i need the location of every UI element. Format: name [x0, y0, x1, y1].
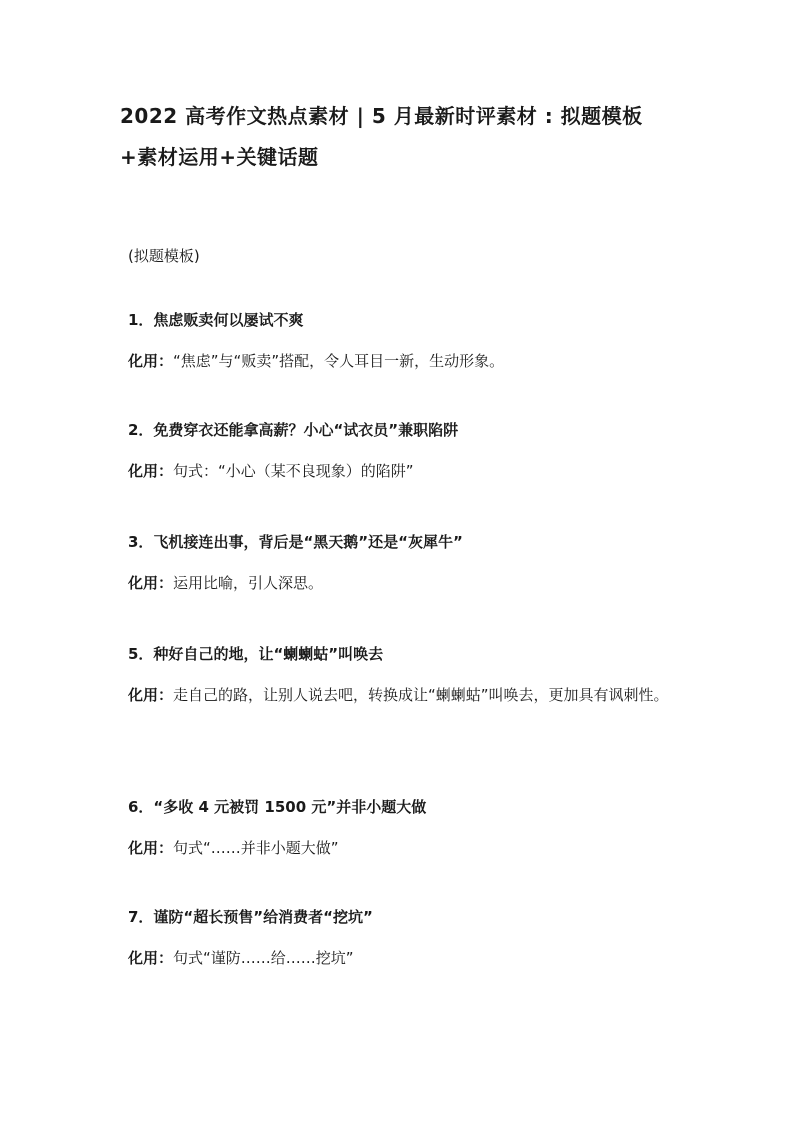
usage-label: 化用：	[128, 352, 174, 370]
usage-text: 运用比喻，引人深思。	[173, 574, 324, 592]
usage-text: 句式“……并非小题大做”	[173, 839, 339, 857]
usage-label: 化用：	[128, 574, 174, 592]
document-title	[120, 96, 700, 178]
item-usage	[128, 454, 688, 488]
list-item	[128, 308, 688, 378]
item-heading: 6．“多收 4 元被罚 1500 元”并非小题大做	[128, 798, 427, 816]
list-item	[128, 795, 688, 865]
usage-text: 句式：“小心（某不良现象）的陷阱”	[173, 462, 414, 480]
item-usage	[128, 678, 688, 712]
item-usage	[128, 831, 688, 865]
usage-text: 句式“谨防……给……挖坑”	[173, 949, 354, 967]
title-line-1: 2022 高考作文热点素材 | 5 月最新时评素材 : 拟题模板	[120, 104, 643, 128]
list-item	[128, 530, 688, 600]
item-usage	[128, 344, 688, 378]
list-item	[128, 418, 688, 488]
item-heading: 2．免费穿衣还能拿高薪？小心“试衣员”兼职陷阱	[128, 421, 459, 439]
usage-text: 走自己的路，让别人说去吧，转换成让“蝲蝲蛄”叫唤去，更加具有讽刺性。	[173, 686, 669, 704]
usage-text: “焦虑”与“贩卖”搭配，令人耳目一新，生动形象。	[173, 352, 505, 370]
item-heading: 5．种好自己的地，让“蝲蝲蛄”叫唤去	[128, 645, 384, 663]
list-item	[128, 905, 688, 975]
usage-label: 化用：	[128, 462, 174, 480]
item-heading: 3．飞机接连出事，背后是“黑天鹅”还是“灰犀牛”	[128, 533, 463, 551]
item-heading: 7．谨防“超长预售”给消费者“挖坑”	[128, 908, 373, 926]
item-usage	[128, 941, 688, 975]
usage-label: 化用：	[128, 686, 174, 704]
list-item	[128, 642, 688, 712]
item-heading: 1．焦虑贩卖何以屡试不爽	[128, 311, 304, 329]
usage-label: 化用：	[128, 949, 174, 967]
usage-label: 化用：	[128, 839, 174, 857]
item-usage	[128, 566, 688, 600]
section-label: (拟题模板)	[128, 247, 200, 265]
title-line-2: +素材运用+关键话题	[120, 145, 319, 169]
